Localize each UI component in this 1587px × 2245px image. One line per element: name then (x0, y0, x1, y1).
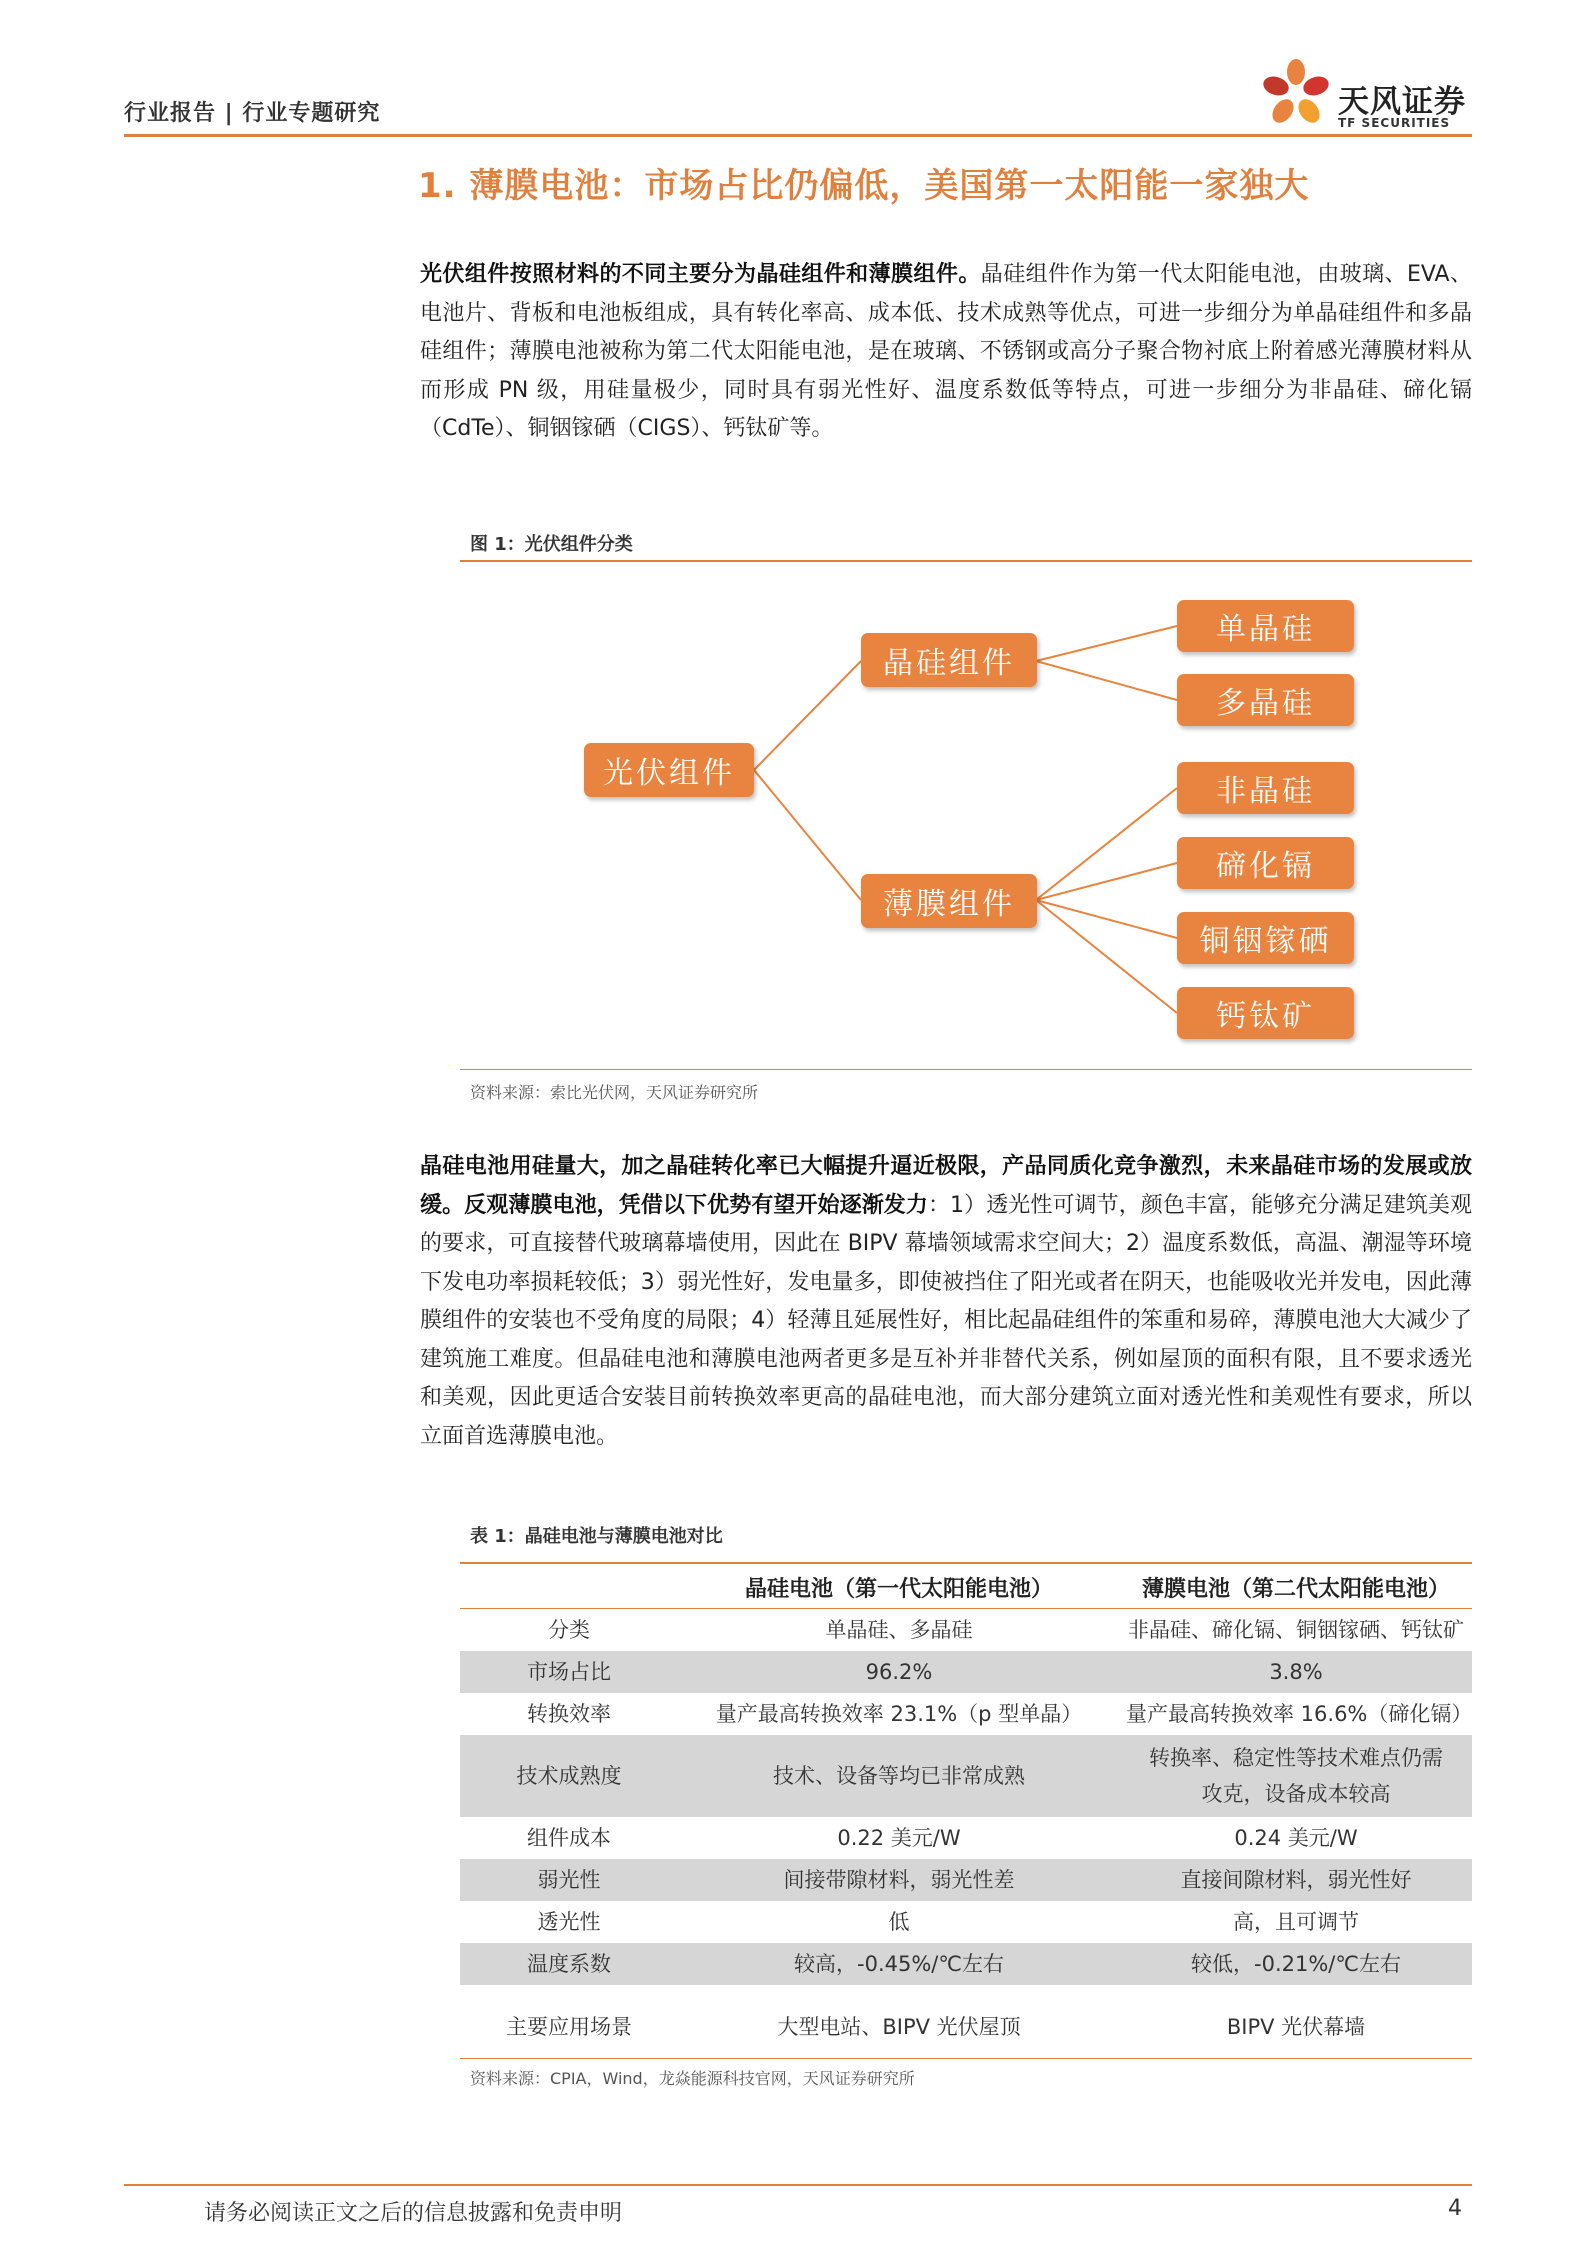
table-row (460, 1651, 1472, 1693)
row-label: 温度系数 (460, 1943, 678, 1985)
table-header-crystalline: 晶硅电池（第一代太阳能电池） (678, 1566, 1120, 1609)
footer-divider (124, 2184, 1472, 2186)
logo-subtitle: TF SECURITIES (1338, 116, 1451, 130)
connector-crystal-poly (1036, 661, 1177, 700)
figure-bottom-rule (460, 1069, 1472, 1070)
connector-thinfilm-perovskite (1036, 900, 1177, 1013)
node-monocrystalline: 单晶硅 (1177, 600, 1354, 652)
cell-crystalline: 间接带隙材料，弱光性差 (678, 1859, 1120, 1901)
advantages-paragraph (420, 1148, 1472, 1456)
connector-thinfilm-cigs (1036, 900, 1177, 938)
table-row (460, 1859, 1472, 1901)
cell-crystalline: 较高，-0.45%/℃左右 (678, 1943, 1120, 1985)
connector-thinfilm-cdte (1036, 863, 1177, 900)
intro-paragraph-body: 晶硅组件作为第一代太阳能电池，由玻璃、EVA、电池片、背板和电池板组成，具有转化率高、成本低、技术成熟等优点，可进一步细分为单晶硅组件和多晶硅组件；薄膜电池被称为第二代太阳能电池，是在玻璃、不锈钢或高分子聚合物衬底上附着感光薄膜材料从而形成 PN 级，用硅量极少，同时具有弱光性好、温度系数低等特点，可进一步细分为非晶硅、碲化镉（CdTe）、铜铟镓硒（CIGS）、钙钛矿等。 (420, 262, 1472, 441)
row-label: 转换效率 (460, 1693, 678, 1735)
node-cdte: 碲化镉 (1177, 837, 1354, 889)
table-source: 资料来源：CPIA，Wind，龙焱能源科技官网，天风证券研究所 (470, 2069, 915, 2088)
logo-name: 天风证券 (1338, 84, 1466, 120)
footer-disclaimer: 请务必阅读正文之后的信息披露和免责申明 (204, 2201, 623, 2226)
connector-root-thinfilm (754, 770, 861, 900)
cell-thinfilm: BIPV 光伏幕墙 (1120, 1985, 1472, 2069)
table-top-rule (460, 1562, 1472, 1564)
cell-thinfilm: 量产最高转换效率 16.6%（碲化镉） (1120, 1693, 1472, 1735)
node-cigs: 铜铟镓硒 (1177, 912, 1354, 964)
table-header-thinfilm: 薄膜电池（第二代太阳能电池） (1120, 1566, 1472, 1609)
row-label: 市场占比 (460, 1651, 678, 1693)
row-label: 分类 (460, 1609, 678, 1651)
table-header-row (460, 1566, 1472, 1609)
breadcrumb: 行业报告 | 行业专题研究 (124, 101, 381, 126)
cell-crystalline: 量产最高转换效率 23.1%（p 型单晶） (678, 1693, 1120, 1735)
table-row (460, 1609, 1472, 1651)
node-polycrystalline: 多晶硅 (1177, 674, 1354, 726)
cell-crystalline: 大型电站、BIPV 光伏屋顶 (678, 1985, 1120, 2069)
connector-crystal-mono (1036, 626, 1177, 661)
connector-root-crystal (754, 661, 861, 770)
table-row (460, 1985, 1472, 2069)
table-title: 表 1：晶硅电池与薄膜电池对比 (470, 1526, 723, 1547)
cell-crystalline: 0.22 美元/W (678, 1817, 1120, 1859)
table-header-corner (460, 1566, 678, 1609)
cell-thinfilm: 较低，-0.21%/℃左右 (1120, 1943, 1472, 1985)
advantages-paragraph-lead: 晶硅电池用硅量大，加之晶硅转化率已大幅提升逼近极限，产品同质化竞争激烈，未来晶硅市场的发展或放缓。反观薄膜电池，凭借以下优势有望开始逐渐发力 (420, 1154, 1472, 1218)
comparison-table (460, 1566, 1472, 2069)
cell-thinfilm: 转换率、稳定性等技术难点仍需攻克，设备成本较高 (1120, 1735, 1472, 1817)
table-row (460, 1817, 1472, 1859)
row-label: 主要应用场景 (460, 1985, 678, 2069)
table-row (460, 1901, 1472, 1943)
cell-crystalline: 低 (678, 1901, 1120, 1943)
row-label: 弱光性 (460, 1859, 678, 1901)
node-perovskite: 钙钛矿 (1177, 987, 1354, 1039)
figure-source: 资料来源：索比光伏网，天风证券研究所 (470, 1083, 759, 1102)
intro-paragraph (420, 256, 1472, 449)
advantages-paragraph-body: ：1）透光性可调节，颜色丰富，能够充分满足建筑美观的要求，可直接替代玻璃幕墙使用，因此在 BIPV 幕墙领域需求空间大；2）温度系数低，高温、潮湿等环境下发电功率损耗较低；3）弱光性好，发电量多，即使被挡住了阳光或者在阴天，也能吸收光并发电，因此薄膜组件的安装也不受角度的局限；4）轻薄且延展性好，相比起晶硅组件的笨重和易碎，薄膜电池大大减少了建筑施工难度。但晶硅电池和薄膜电池两者更多是互补并非替代关系，例如屋顶的面积有限，且不要求透光和美观，因此更适合安装目前转换效率更高的晶硅电池，而大部分建筑立面对透光性和美观性有要求，所以立面首选薄膜电池。 (420, 1192, 1472, 1449)
node-root: 光伏组件 (584, 743, 754, 797)
node-crystalline-silicon: 晶硅组件 (861, 633, 1037, 687)
row-label: 组件成本 (460, 1817, 678, 1859)
cell-thinfilm: 直接间隙材料，弱光性好 (1120, 1859, 1472, 1901)
header-divider (124, 134, 1472, 137)
cell-thinfilm: 高，且可调节 (1120, 1901, 1472, 1943)
row-label: 技术成熟度 (460, 1735, 678, 1817)
cell-crystalline: 单晶硅、多晶硅 (678, 1609, 1120, 1651)
cell-thinfilm: 0.24 美元/W (1120, 1817, 1472, 1859)
row-label: 透光性 (460, 1901, 678, 1943)
cell-crystalline: 96.2% (678, 1651, 1120, 1693)
node-thin-film: 薄膜组件 (861, 874, 1037, 928)
cell-thinfilm: 非晶硅、碲化镉、铜铟镓硒、钙钛矿 (1120, 1609, 1472, 1651)
intro-paragraph-lead: 光伏组件按照材料的不同主要分为晶硅组件和薄膜组件。 (420, 262, 981, 287)
table-row (460, 1943, 1472, 1985)
page-number: 4 (1448, 2196, 1462, 2221)
cell-thinfilm: 3.8% (1120, 1651, 1472, 1693)
connector-thinfilm-amorphous (1036, 788, 1177, 900)
flower-icon (1261, 59, 1331, 127)
cell-crystalline: 技术、设备等均已非常成熟 (678, 1735, 1120, 1817)
node-amorphous-silicon: 非晶硅 (1177, 762, 1354, 814)
figure-title: 图 1：光伏组件分类 (470, 534, 633, 555)
table-row (460, 1735, 1472, 1817)
table-bottom-rule (460, 2058, 1472, 2059)
table-row (460, 1693, 1472, 1735)
section-title: 1. 薄膜电池：市场占比仍偏低，美国第一太阳能一家独大 (418, 166, 1310, 206)
